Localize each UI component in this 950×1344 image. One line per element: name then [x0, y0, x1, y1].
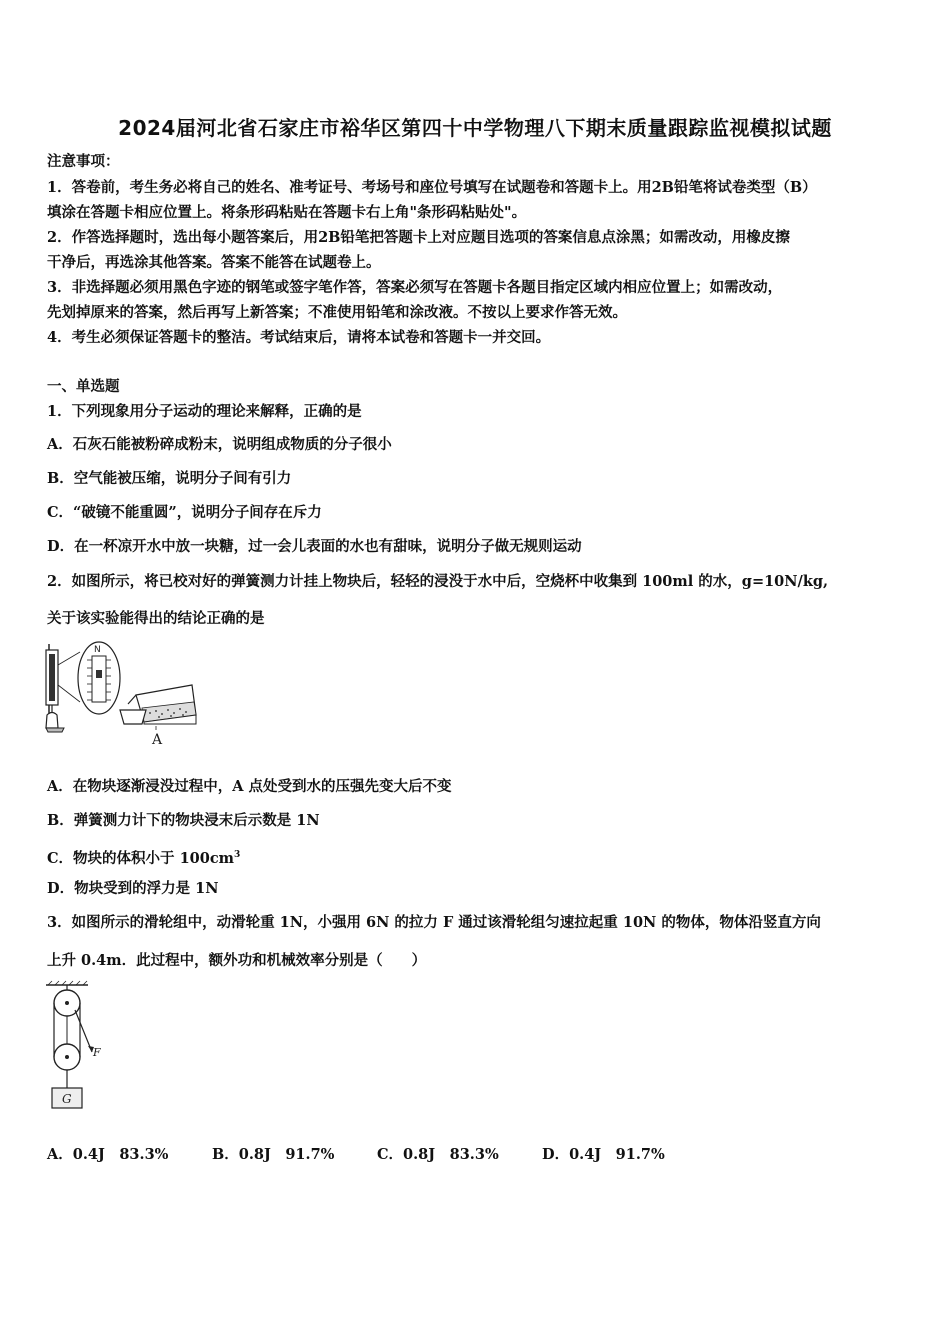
question-3-option-b: B．0.8J 91.7% — [212, 1146, 335, 1163]
notice-item: 3．非选择题必须用黑色字迹的钢笔或签字笔作答，答案必须写在答题卡各题目指定区域内相应位置上；如需改动， — [47, 279, 783, 296]
svg-text:N: N — [94, 645, 101, 655]
question-1-option-b: B．空气能被压缩，说明分子间有引力 — [47, 470, 292, 487]
question-2-option-b: B．弹簧测力计下的物块浸末后示数是 1N — [47, 812, 320, 829]
notice-item: 2．作答选择题时，选出每小题答案后，用2B铅笔把答题卡上对应题目选项的答案信息点涂黑；如需改动，用橡皮擦 — [47, 229, 790, 246]
question-2-option-c-text: C．物块的体积小于 100cm — [47, 849, 235, 867]
question-2-option-c — [47, 845, 907, 869]
question-3-stem-cont: 上升 0.4m．此过程中，额外功和机械效率分别是（ ） — [47, 952, 427, 969]
question-2-option-d: D．物块受到的浮力是 1N — [47, 880, 219, 897]
question-1-option-a: A．石灰石能被粉碎成粉末，说明组成物质的分子很小 — [47, 436, 392, 453]
weight-label: G — [62, 1092, 72, 1106]
question-3-option-c: C．0.8J 83.3% — [377, 1146, 499, 1163]
notice-item: 1．答卷前，考生务必将自己的姓名、准考证号、考场号和座位号填写在试题卷和答题卡上。用2B铅笔将试卷类型（B） — [47, 179, 817, 196]
section-heading: 一、单选题 — [47, 378, 120, 395]
question-1-stem: 1．下列现象用分子运动的理论来解释，正确的是 — [47, 403, 362, 420]
figure-label-a: A — [152, 732, 163, 748]
question-2-stem: 2．如图所示，将已校对好的弹簧测力计挂上物块后，轻轻的浸没于水中后，空烧杯中收集到 100ml 的水，g=10N/kg, — [47, 573, 829, 590]
question-1-option-d: D．在一杯凉开水中放一块糖，过一会儿表面的水也有甜味，说明分子做无规则运动 — [47, 538, 582, 555]
pulley-system-figure — [40, 980, 120, 1112]
notice-item: 先划掉原来的答案，然后再写上新答案；不准使用铅笔和涂改液。不按以上要求作答无效。 — [47, 304, 627, 321]
question-3-option-a: A．0.4J 83.3% — [47, 1146, 169, 1163]
spring-scale-figure — [44, 640, 204, 750]
page-title: 2024届河北省石家庄市裕华区第四十中学物理八下期末质量跟踪监视模拟试题 — [118, 116, 832, 140]
question-3-stem: 3．如图所示的滑轮组中，动滑轮重 1N，小强用 6N 的拉力 F 通过该滑轮组匀速拉起重 10N 的物体，物体沿竖直方向 — [47, 914, 821, 931]
notice-heading: 注意事项： — [47, 153, 120, 170]
notice-item: 4．考生必须保证答题卡的整洁。考试结束后，请将本试卷和答题卡一并交回。 — [47, 329, 551, 346]
question-3-option-d: D．0.4J 91.7% — [542, 1146, 665, 1163]
question-1-option-c: C．“破镜不能重圆”，说明分子间存在斥力 — [47, 504, 322, 521]
question-2-stem-cont: 关于该实验能得出的结论正确的是 — [47, 610, 265, 627]
notice-item: 填涂在答题卡相应位置上。将条形码粘贴在答题卡右上角"条形码粘贴处"。 — [47, 204, 527, 221]
force-label: F — [93, 1046, 101, 1059]
notice-item: 干净后，再选涂其他答案。答案不能答在试题卷上。 — [47, 254, 381, 271]
question-2-option-a: A．在物块逐渐浸没过程中，A 点处受到水的压强先变大后不变 — [47, 778, 452, 795]
superscript-three: 3 — [234, 850, 241, 860]
